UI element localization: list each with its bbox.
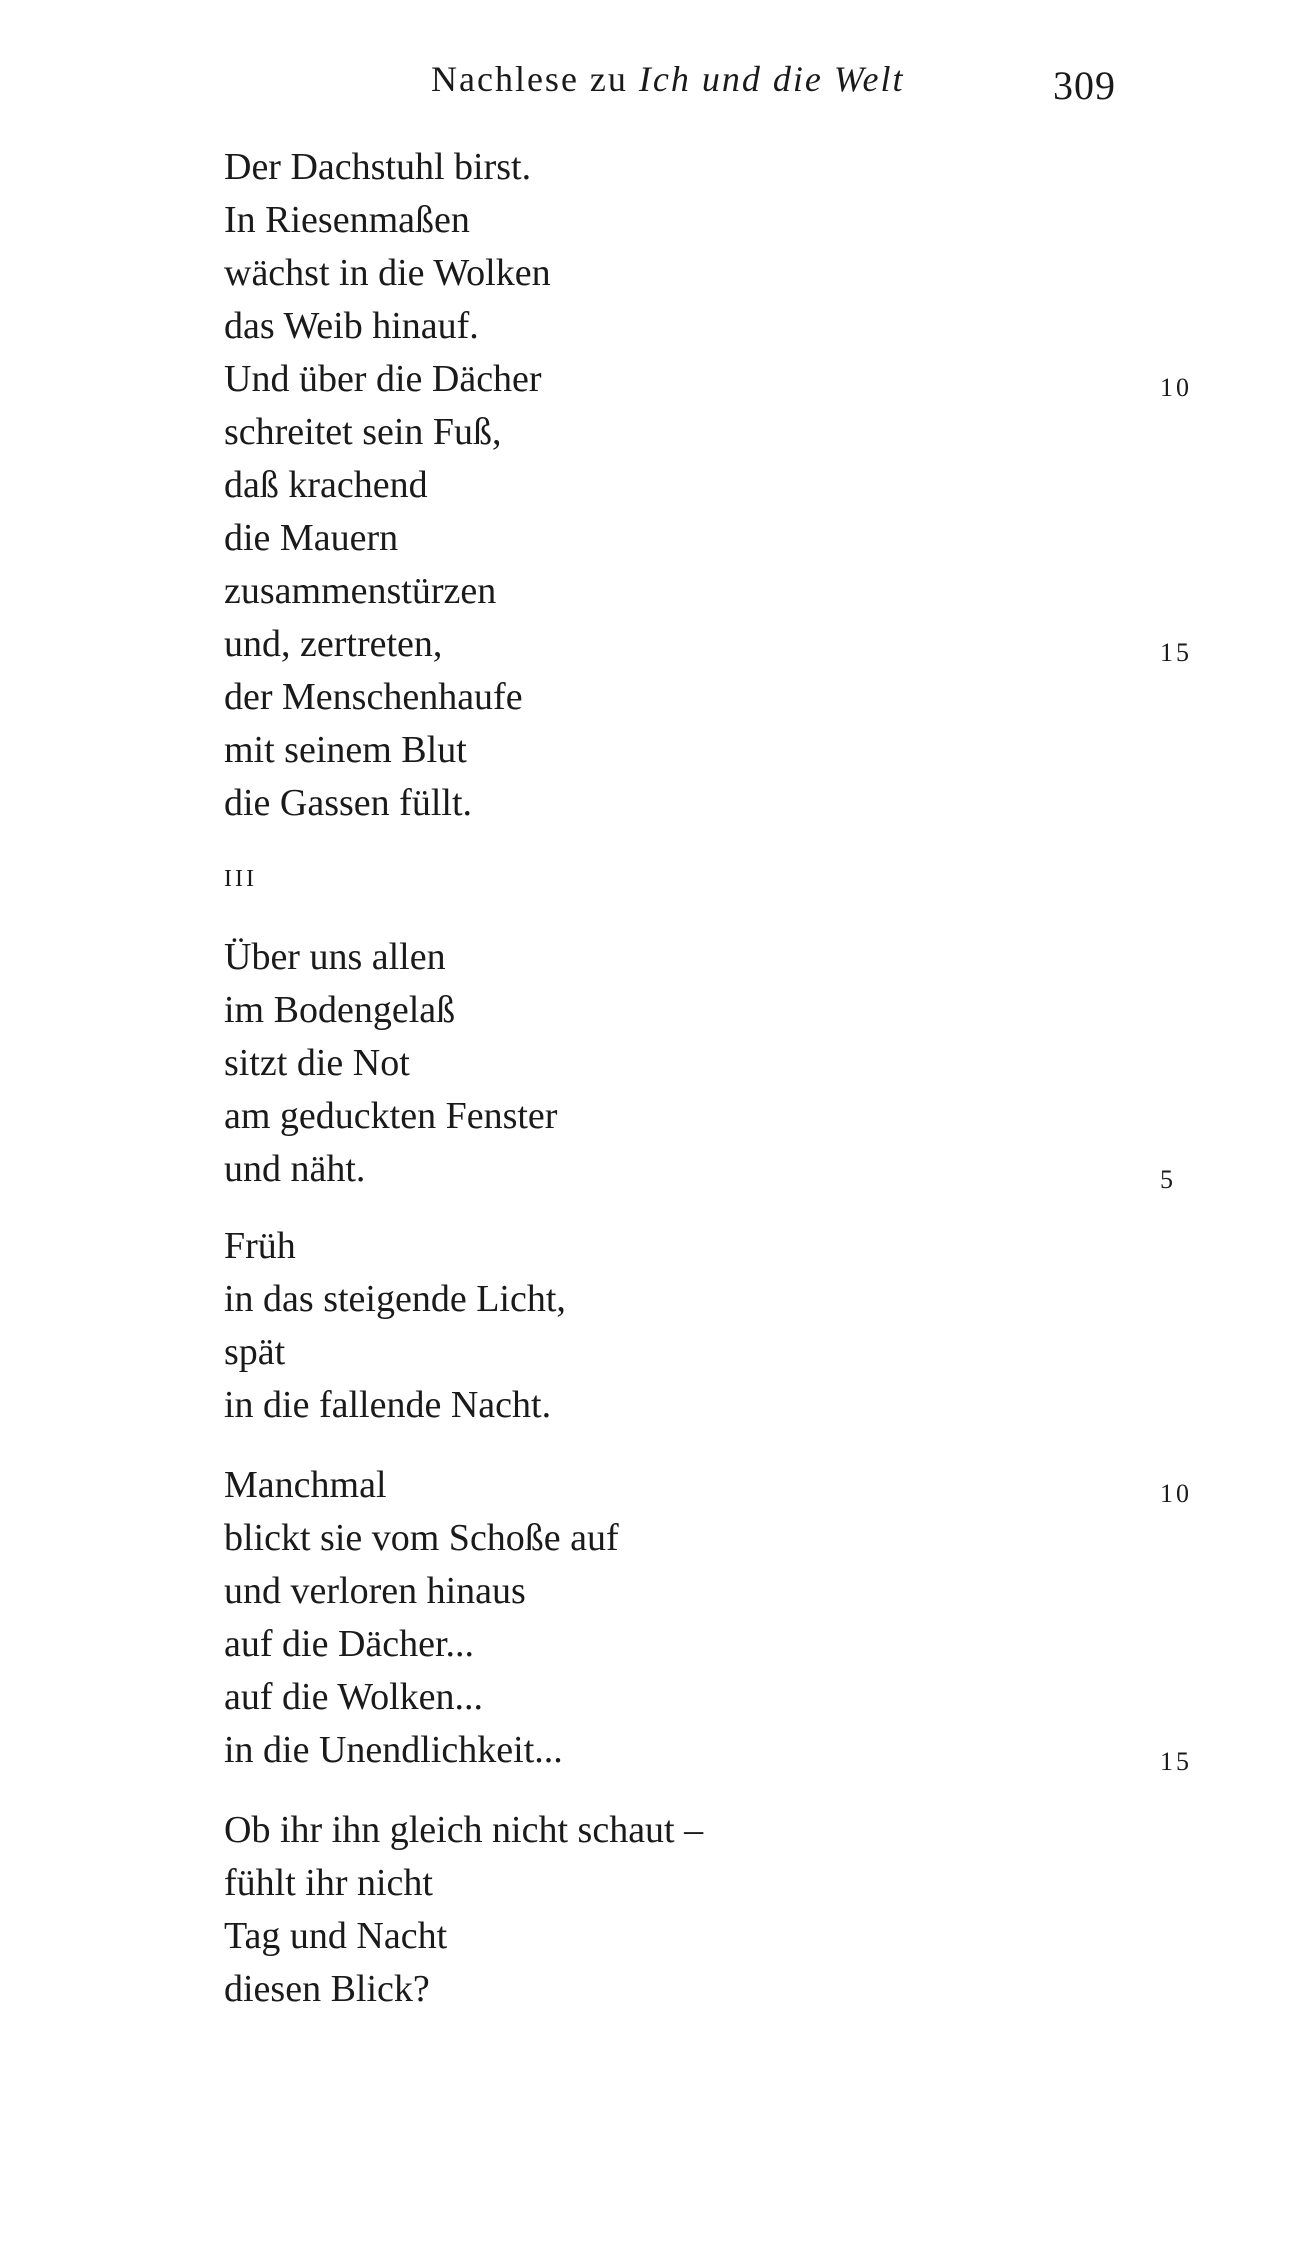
line-number: 10 <box>1160 373 1192 402</box>
running-title-work: Ich und die Welt <box>638 59 905 99</box>
verse-line: Über uns allen <box>224 936 446 978</box>
verse-line: mit seinem Blut <box>224 729 467 771</box>
verse-line: und näht. <box>224 1148 366 1190</box>
line-number: 15 <box>1160 1747 1192 1776</box>
verse-line: auf die Dächer... <box>224 1623 475 1665</box>
verse-line: am geduckten Fenster <box>224 1095 558 1137</box>
page-number: 309 <box>1053 63 1116 108</box>
line-number: 5 <box>1160 1165 1176 1194</box>
verse-line: in die Unendlichkeit... <box>224 1729 563 1771</box>
verse-line: Und über die Dächer <box>224 358 542 400</box>
verse-line: die Mauern <box>224 517 399 559</box>
verse-line: im Bodengelaß <box>224 989 456 1031</box>
verse-line: in das steigende Licht, <box>224 1278 566 1320</box>
verse-line: In Riesenmaßen <box>224 199 470 241</box>
verse-line: zusammenstürzen <box>224 570 497 612</box>
verse-line: diesen Blick? <box>224 1968 430 2010</box>
verse-line: Tag und Nacht <box>224 1915 448 1957</box>
verse-line: wächst in die Wolken <box>224 252 551 294</box>
line-number: 15 <box>1160 638 1192 667</box>
verse-line: daß krachend <box>224 464 428 506</box>
verse-line: und verloren hinaus <box>224 1570 526 1612</box>
verse-line: fühlt ihr nicht <box>224 1862 433 1904</box>
verse-line: Manchmal <box>224 1464 387 1506</box>
verse-line: die Gassen füllt. <box>224 782 473 824</box>
running-header <box>431 58 905 100</box>
line-number: 10 <box>1160 1479 1192 1508</box>
verse-line: Der Dachstuhl birst. <box>224 146 532 188</box>
verse-line: der Menschenhaufe <box>224 676 523 718</box>
verse-line: auf die Wolken... <box>224 1676 484 1718</box>
verse-line: in die fallende Nacht. <box>224 1384 552 1426</box>
verse-line: Ob ihr ihn gleich nicht schaut – <box>224 1809 704 1851</box>
verse-line: das Weib hinauf. <box>224 305 479 347</box>
verse-line: schreitet sein Fuß, <box>224 411 502 453</box>
verse-line: und, zertreten, <box>224 623 443 665</box>
section-numeral: III <box>224 866 257 892</box>
running-title-prefix: Nachlese zu <box>431 59 639 99</box>
verse-line: sitzt die Not <box>224 1042 410 1084</box>
verse-line: blickt sie vom Schoße auf <box>224 1517 619 1559</box>
verse-line: spät <box>224 1331 286 1373</box>
verse-line: Früh <box>224 1225 296 1267</box>
